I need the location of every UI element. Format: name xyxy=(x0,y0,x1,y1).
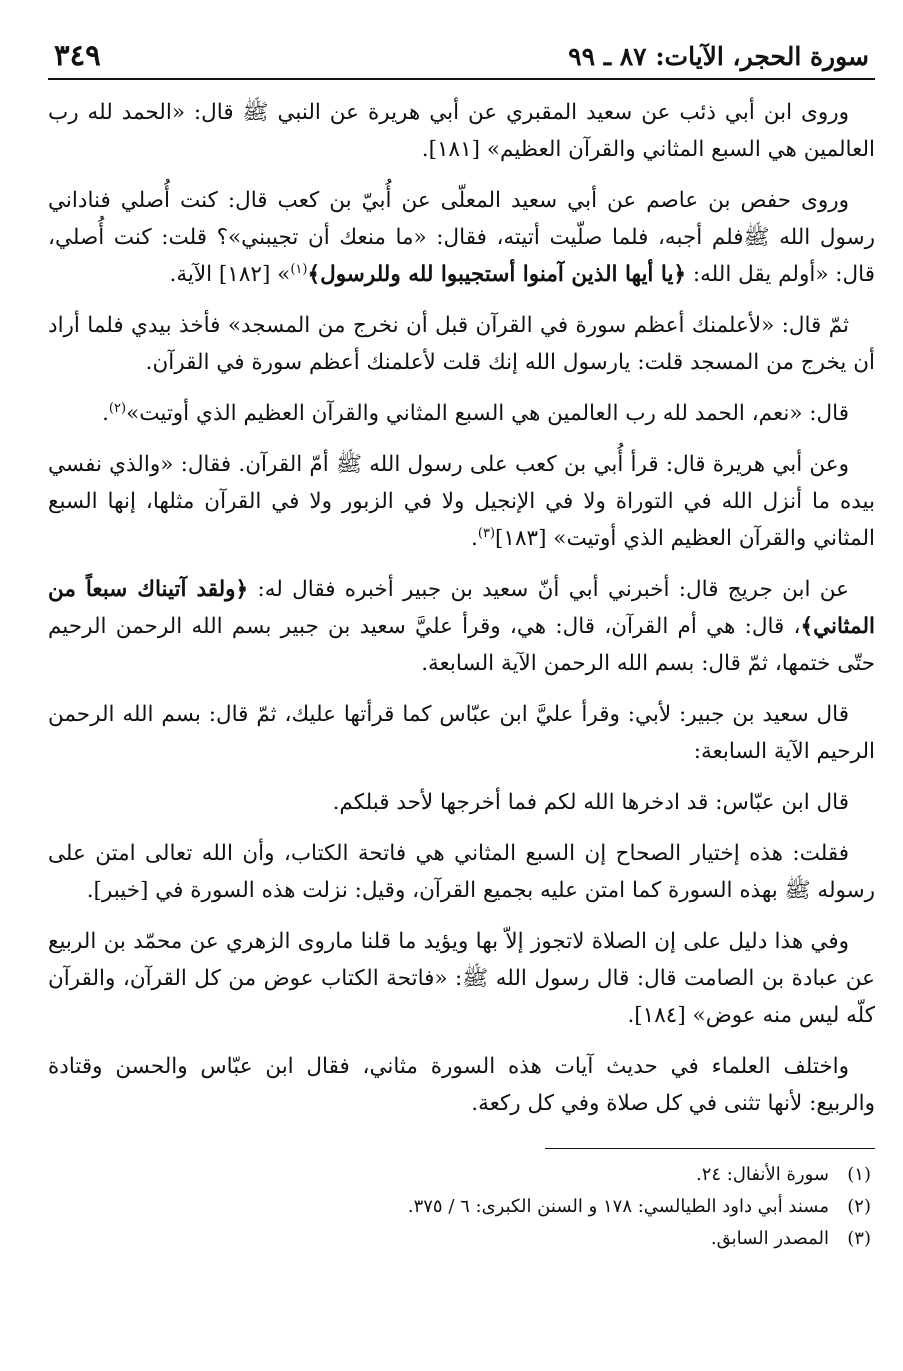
paragraph: وروى ابن أبي ذئب عن سعيد المقبري عن أبي هريرة عن النبي ﷺ قال: «الحمد لله رب العالمين هي السبع المثاني والقرآن العظيم» [١٨١]. xyxy=(48,100,875,162)
body-text xyxy=(48,94,875,1122)
footnote-ref: (٢) xyxy=(108,400,127,416)
footnote-text: مسند أبي داود الطيالسي: ١٧٨ و السنن الكبرى: ٦ / ٣٧٥. xyxy=(407,1196,829,1217)
paragraph: قال ابن عبّاس: قد ادخرها الله لكم فما أخرجها لأحد قبلكم. xyxy=(332,790,849,815)
paragraph: وفي هذا دليل على إن الصلاة لاتجوز إلاّ بها ويؤيد ما قلنا ماروى الزهري عن محمّد بن الربيع عن عبادة بن الصامت قال: قال رسول الله ﷺ: «فاتحة الكتاب عوض من كل القرآن، والقرآن كلّه ليس منه عوض» [١٨٤]. xyxy=(48,929,875,1028)
quran-verse: ﴿ولقد آتيناك سبعاً من المثاني﴾ xyxy=(48,577,875,639)
footnote-number: (٣) xyxy=(847,1228,871,1249)
footnote xyxy=(48,1159,871,1191)
header-divider xyxy=(48,78,875,80)
footnote-ref: (١) xyxy=(290,261,308,277)
paragraph: ثمّ قال: «لأعلمنك أعظم سورة في القرآن قبل أن نخرج من المسجد» فأخذ بيدي فلما أراد أن يخرج من المسجد قلت: يارسول الله إنك قلت لأعلمنك أعظم سورة في القرآن. xyxy=(48,313,875,375)
paragraph: عن ابن جريج قال: أخبرني أبي أنّ سعيد بن جبير أخبره فقال له: ﴿ولقد آتيناك سبعاً من المثاني﴾، قال: هي أم القرآن، قال: هي، وقرأ عليَّ سعيد بن جبير بسم الله الرحمن الرحيم حتّى ختمها، ثمّ قال: بسم الله الرحمن الآية السابعة. xyxy=(48,577,875,676)
quran-verse: ﴿يا أيها الذين آمنوا أستجيبوا لله وللرسول﴾ xyxy=(307,262,687,287)
footnote-text: سورة الأنفال: ٢٤. xyxy=(695,1164,829,1185)
footnote-text: المصدر السابق. xyxy=(710,1228,829,1249)
footnote xyxy=(48,1191,871,1223)
footnote-ref: (٣) xyxy=(477,525,496,541)
footnote xyxy=(48,1223,871,1255)
paragraph: وعن أبي هريرة قال: قرأ أُبي بن كعب على رسول الله ﷺ أمّ القرآن. فقال: «والذي نفسي بيده ما أنزل الله في التوراة ولا في الإنجيل ولا في الزبور ولا في القرآن مثلها، إنها السبع المثاني والقرآن العظيم الذي أوتيت» [١٨٣]$^{(٣)}$. xyxy=(48,452,875,551)
footnote-number: (١) xyxy=(847,1164,871,1185)
paragraph: فقلت: هذه إختيار الصحاح إن السبع المثاني هي فاتحة الكتاب، وأن الله تعالى امتن على رسوله ﷺ بهذه السورة كما امتن عليه بجميع القرآن، وقيل: نزلت هذه السورة في [خيبر]. xyxy=(48,841,875,903)
footnote-divider xyxy=(545,1148,875,1149)
paragraph: قال: «نعم، الحمد لله رب العالمين هي السبع المثاني والقرآن العظيم الذي أوتيت»$^{(٢)}$. xyxy=(102,400,849,426)
page-header xyxy=(48,34,875,80)
footnotes xyxy=(48,1159,871,1255)
footnote-number: (٢) xyxy=(847,1196,871,1217)
paragraph: وروى حفص بن عاصم عن أبي سعيد المعلّى عن أُبيّ بن كعب قال: كنت أُصلي فناداني رسول الله ﷺفلم أجبه، فلما صلّيت أتيته، فقال: «ما منعك أن تجيبني»؟ قلت: كنت أُصلي، قال: «أولم يقل الله: ﴿يا أيها الذين آمنوا أستجيبوا لله وللرسول﴾$^{(١)}$» [١٨٢] الآية. xyxy=(48,188,875,287)
paragraph: قال سعيد بن جبير: لأبي: وقرأ عليَّ ابن عبّاس كما قرأتها عليك، ثمّ قال: بسم الله الرحمن الرحيم الآية السابعة: xyxy=(48,702,875,764)
page-number: ٣٤٩ xyxy=(54,38,101,72)
running-title: سورة الحجر، الآيات: ٨٧ ـ ٩٩ xyxy=(568,42,869,71)
paragraph: واختلف العلماء في حديث آيات هذه السورة مثاني، فقال ابن عبّاس والحسن وقتادة والربيع: لأنها تثنى في كل صلاة وفي كل ركعة. xyxy=(48,1054,875,1116)
